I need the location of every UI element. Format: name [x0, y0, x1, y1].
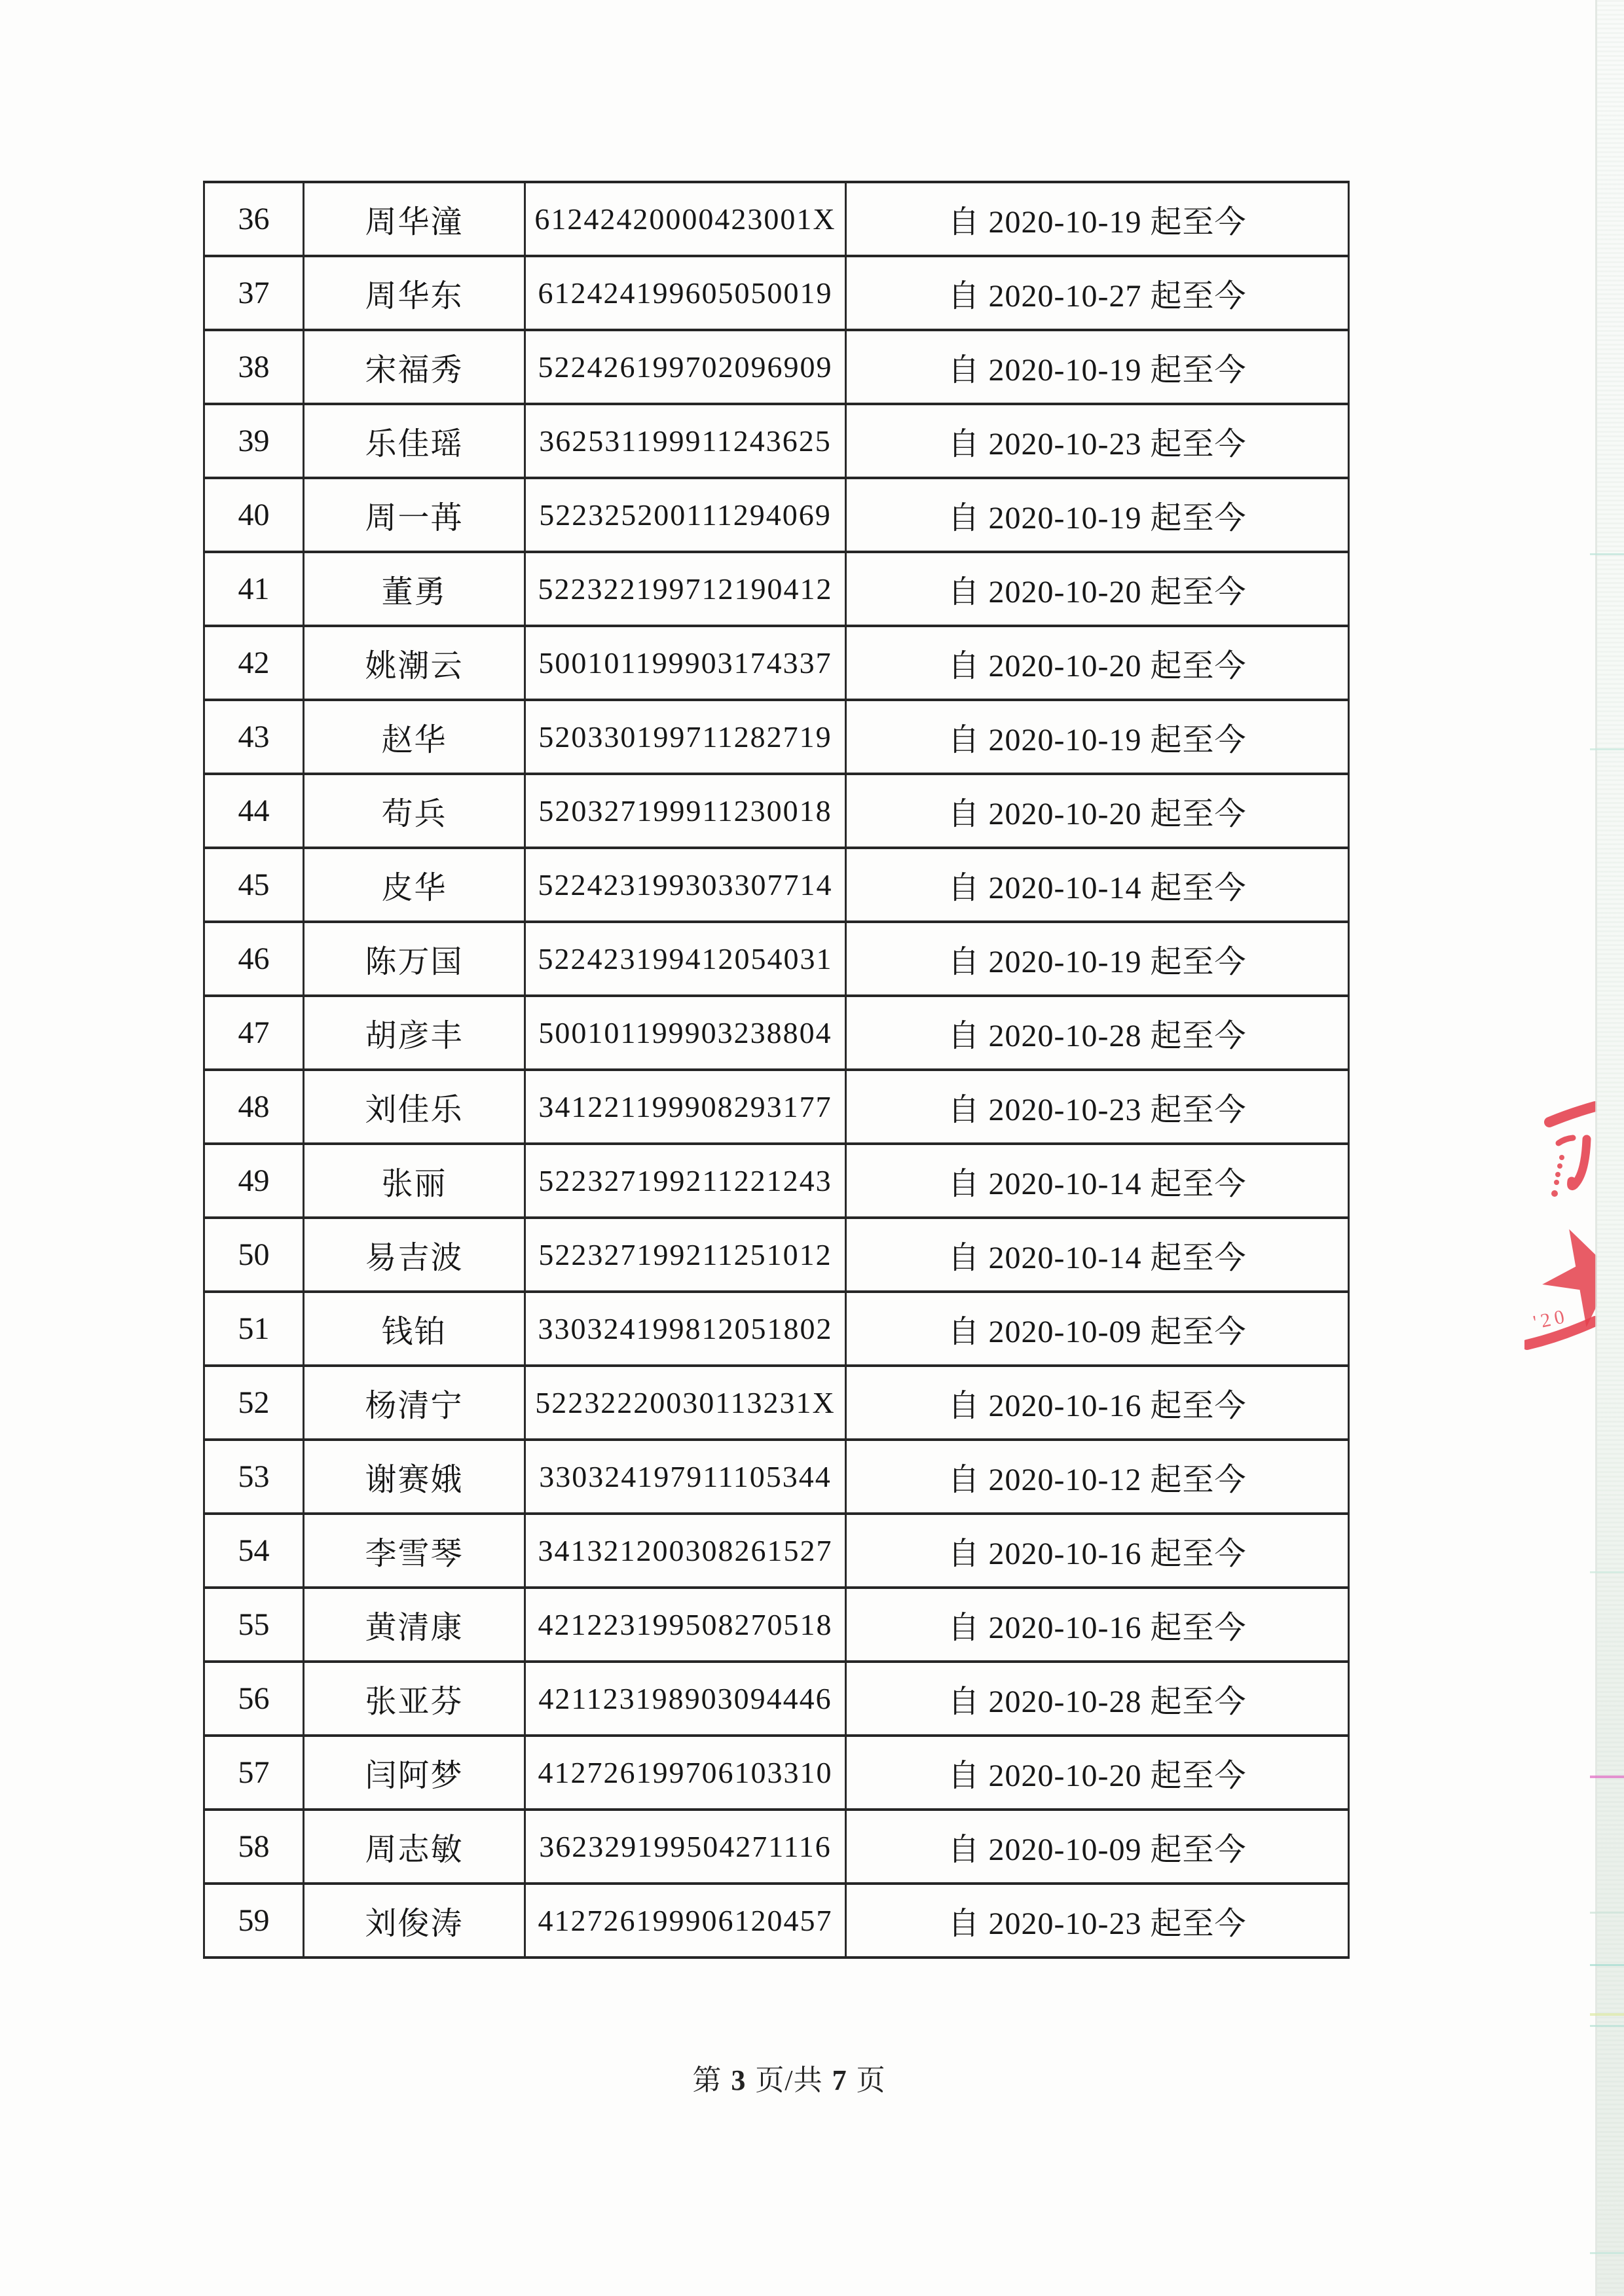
table-row — [204, 1884, 1349, 1958]
seal-dot — [1557, 1163, 1562, 1169]
id-number: 612424199605050019 — [525, 256, 846, 330]
person-name: 陈万国 — [304, 922, 525, 996]
row-number: 39 — [204, 404, 304, 478]
person-name: 刘俊涛 — [304, 1884, 525, 1958]
id-number: 341221199908293177 — [525, 1070, 846, 1144]
row-number: 53 — [204, 1440, 304, 1514]
person-name: 姚潮云 — [304, 626, 525, 700]
row-number: 37 — [204, 256, 304, 330]
id-number: 500101199903174337 — [525, 626, 846, 700]
row-number: 46 — [204, 922, 304, 996]
validity-period: 自 2020-10-19 起至今 — [846, 478, 1349, 552]
seal-dot — [1551, 1190, 1558, 1197]
row-number: 59 — [204, 1884, 304, 1958]
validity-period: 自 2020-10-16 起至今 — [846, 1366, 1349, 1440]
validity-period: 自 2020-10-20 起至今 — [846, 552, 1349, 626]
table-row — [204, 700, 1349, 774]
row-number: 57 — [204, 1736, 304, 1810]
person-name: 董勇 — [304, 552, 525, 626]
id-number: 421223199508270518 — [525, 1588, 846, 1662]
id-number: 522423199412054031 — [525, 922, 846, 996]
id-number: 330324197911105344 — [525, 1440, 846, 1514]
person-name: 钱铂 — [304, 1292, 525, 1366]
table-row — [204, 996, 1349, 1070]
validity-period: 自 2020-10-14 起至今 — [846, 1144, 1349, 1218]
seal-character-stroke — [1572, 1139, 1587, 1186]
roster-table — [203, 181, 1350, 1959]
validity-period: 自 2020-10-19 起至今 — [846, 700, 1349, 774]
validity-period: 自 2020-10-23 起至今 — [846, 1884, 1349, 1958]
seal-dot — [1555, 1172, 1560, 1177]
person-name: 黄清康 — [304, 1588, 525, 1662]
row-number: 40 — [204, 478, 304, 552]
row-number: 36 — [204, 182, 304, 256]
table-row — [204, 1218, 1349, 1292]
person-name: 刘佳乐 — [304, 1070, 525, 1144]
validity-period: 自 2020-10-23 起至今 — [846, 1070, 1349, 1144]
table-row — [204, 774, 1349, 848]
row-number: 56 — [204, 1662, 304, 1736]
scan-edge-band — [1597, 0, 1624, 2296]
table-row — [204, 1440, 1349, 1514]
scan-streak — [1590, 1571, 1624, 1573]
scan-streak — [1590, 2252, 1624, 2254]
validity-period: 自 2020-10-19 起至今 — [846, 330, 1349, 404]
person-name: 张丽 — [304, 1144, 525, 1218]
table-row — [204, 182, 1349, 256]
table-row — [204, 1144, 1349, 1218]
table-row — [204, 478, 1349, 552]
row-number: 51 — [204, 1292, 304, 1366]
id-number: 61242420000423001X — [525, 182, 846, 256]
row-number: 43 — [204, 700, 304, 774]
id-number: 362531199911243625 — [525, 404, 846, 478]
id-number: 522325200111294069 — [525, 478, 846, 552]
validity-period: 自 2020-10-20 起至今 — [846, 626, 1349, 700]
person-name: 李雪琴 — [304, 1514, 525, 1588]
validity-period: 自 2020-10-20 起至今 — [846, 774, 1349, 848]
scan-streak — [1590, 1776, 1624, 1778]
person-name: 闫阿梦 — [304, 1736, 525, 1810]
id-number: 522423199303307714 — [525, 848, 846, 922]
scan-streak — [1590, 1912, 1624, 1914]
person-name: 胡彦丰 — [304, 996, 525, 1070]
validity-period: 自 2020-10-09 起至今 — [846, 1810, 1349, 1884]
id-number: 522322199712190412 — [525, 552, 846, 626]
person-name: 苟兵 — [304, 774, 525, 848]
seal-ring-top-arc — [1549, 1106, 1595, 1122]
current-page-number: 3 — [731, 2064, 747, 2096]
id-number: 520327199911230018 — [525, 774, 846, 848]
footer-middle: 页/共 — [755, 2064, 823, 2096]
table-row — [204, 1366, 1349, 1440]
id-number: 522327199211221243 — [525, 1144, 846, 1218]
scan-streak — [1590, 748, 1624, 750]
scan-streak — [1590, 2025, 1624, 2027]
scan-streak — [1590, 553, 1624, 555]
table-row — [204, 1070, 1349, 1144]
table-row — [204, 330, 1349, 404]
validity-period: 自 2020-10-16 起至今 — [846, 1514, 1349, 1588]
row-number: 54 — [204, 1514, 304, 1588]
validity-period: 自 2020-10-12 起至今 — [846, 1440, 1349, 1514]
table-row — [204, 256, 1349, 330]
table-row — [204, 1662, 1349, 1736]
person-name: 易吉波 — [304, 1218, 525, 1292]
id-number: 52232220030113231X — [525, 1366, 846, 1440]
validity-period: 自 2020-10-20 起至今 — [846, 1736, 1349, 1810]
seal-dot — [1554, 1180, 1559, 1185]
row-number: 44 — [204, 774, 304, 848]
validity-period: 自 2020-10-14 起至今 — [846, 1218, 1349, 1292]
page-footer — [0, 2061, 1578, 2100]
table-row — [204, 626, 1349, 700]
person-name: 周志敏 — [304, 1810, 525, 1884]
table-row — [204, 552, 1349, 626]
id-number: 412726199906120457 — [525, 1884, 846, 1958]
id-number: 412726199706103310 — [525, 1736, 846, 1810]
red-seal-stamp — [1524, 1072, 1596, 1354]
table-row — [204, 404, 1349, 478]
scan-streak — [1590, 2013, 1624, 2016]
id-number: 421123198903094446 — [525, 1662, 846, 1736]
person-name: 谢赛娥 — [304, 1440, 525, 1514]
seal-character-tick — [1559, 1138, 1573, 1143]
person-name: 杨清宁 — [304, 1366, 525, 1440]
row-number: 49 — [204, 1144, 304, 1218]
table-row — [204, 1588, 1349, 1662]
id-number: 362329199504271116 — [525, 1810, 846, 1884]
row-number: 50 — [204, 1218, 304, 1292]
row-number: 58 — [204, 1810, 304, 1884]
row-number: 42 — [204, 626, 304, 700]
row-number: 55 — [204, 1588, 304, 1662]
row-number: 41 — [204, 552, 304, 626]
seal-dot — [1559, 1155, 1564, 1160]
footer-prefix: 第 — [692, 2064, 722, 2096]
validity-period: 自 2020-10-14 起至今 — [846, 848, 1349, 922]
validity-period: 自 2020-10-09 起至今 — [846, 1292, 1349, 1366]
id-number: 522426199702096909 — [525, 330, 846, 404]
row-number: 52 — [204, 1366, 304, 1440]
scan-streak — [1590, 1964, 1624, 1966]
row-number: 47 — [204, 996, 304, 1070]
validity-period: 自 2020-10-16 起至今 — [846, 1588, 1349, 1662]
person-name: 周一苒 — [304, 478, 525, 552]
validity-period: 自 2020-10-19 起至今 — [846, 182, 1349, 256]
id-number: 500101199903238804 — [525, 996, 846, 1070]
seal-year-text: '20 — [1531, 1305, 1570, 1334]
person-name: 皮华 — [304, 848, 525, 922]
id-number: 341321200308261527 — [525, 1514, 846, 1588]
person-name: 张亚芬 — [304, 1662, 525, 1736]
table-row — [204, 1736, 1349, 1810]
validity-period: 自 2020-10-28 起至今 — [846, 996, 1349, 1070]
id-number: 520330199711282719 — [525, 700, 846, 774]
total-page-number: 7 — [832, 2064, 847, 2096]
validity-period: 自 2020-10-19 起至今 — [846, 922, 1349, 996]
table-row — [204, 1292, 1349, 1366]
table-row — [204, 1514, 1349, 1588]
id-number: 522327199211251012 — [525, 1218, 846, 1292]
table-row — [204, 1810, 1349, 1884]
table-row — [204, 922, 1349, 996]
id-number: 330324199812051802 — [525, 1292, 846, 1366]
row-number: 38 — [204, 330, 304, 404]
table-row — [204, 848, 1349, 922]
person-name: 周华东 — [304, 256, 525, 330]
row-number: 45 — [204, 848, 304, 922]
roster-table-container — [203, 181, 1350, 1959]
validity-period: 自 2020-10-27 起至今 — [846, 256, 1349, 330]
footer-suffix: 页 — [856, 2064, 886, 2096]
person-name: 宋福秀 — [304, 330, 525, 404]
validity-period: 自 2020-10-28 起至今 — [846, 1662, 1349, 1736]
person-name: 赵华 — [304, 700, 525, 774]
row-number: 48 — [204, 1070, 304, 1144]
person-name: 周华潼 — [304, 182, 525, 256]
person-name: 乐佳瑶 — [304, 404, 525, 478]
validity-period: 自 2020-10-23 起至今 — [846, 404, 1349, 478]
